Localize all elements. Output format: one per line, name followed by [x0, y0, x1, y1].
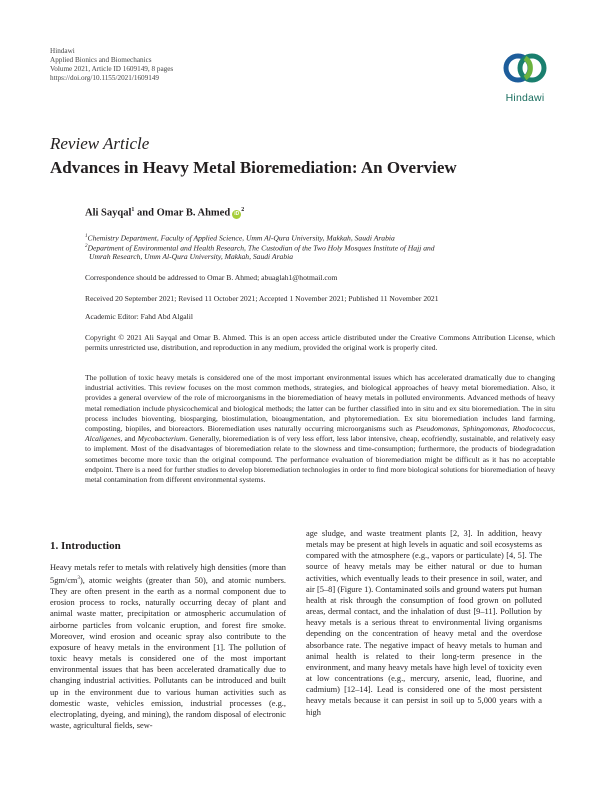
hindawi-logo-word: Hindawi — [505, 92, 545, 104]
correspondence: Correspondence should be addressed to Omar B. Ahmed; abuaglah1@hotmail.com — [85, 273, 338, 282]
author-1-affil: 1 — [131, 207, 135, 213]
affiliation-2-text: Department of Environmental and Health Research, The Custodian of the Two Holy Mosques Institute of Hajj and — [87, 243, 435, 253]
article-title: Advances in Heavy Metal Bioremediation: An Overview — [50, 158, 457, 177]
journal-name: Applied Bionics and Biomechanics — [50, 56, 152, 64]
intro-text-1: Heavy metals refer to metals with relatively high densities (more than 5gm/cm — [50, 563, 286, 585]
publication-dates: Received 20 September 2021; Revised 11 October 2021; Accepted 1 November 2021; Published 11 November 2021 — [85, 294, 439, 303]
body-column-left — [50, 562, 286, 731]
abstract-text-1: The pollution of toxic heavy metals is considered one of the most important environmental issues which has accelerated dramatically due to changing industrial activities. This review focuses on the most common methods, strategies, and biological approaches of heavy metal bioremediation. Also, it provides a general overview of the role of microorganisms in the bioremediation of heavy metals in polluted environments. Advanced methods of heavy metal remediation include physicochemical and biological methods; the latter can be further classified into in situ and ex situ bioremediation. The in situ process includes bioventing, biosparging, biostimulation, bioaugmentation, and phytoremediation. Ex situ bioremediation includes land farming, composting, biopiles, and bioreactors. Bioremediation uses naturally occurring microorganisms such as — [85, 373, 555, 434]
volume-line: Volume 2021, Article ID 1609149, 8 pages — [50, 65, 174, 73]
author-connector: and — [134, 207, 157, 219]
section-heading-introduction: 1. Introduction — [50, 540, 121, 552]
abstract-text-2: . Generally, bioremediation is of very less effort, less labor intensive, cheap, ecofriendly, sustainable, and relatively easy to implement. Most of the disadvantages of bioremediation relate to the slowness and time-consumption; furthermore, the products of biodegradation sometimes become more toxic than the original compound. The performance evaluation of bioremediation might be difficult as it has no acceptable endpoint. There is a need for further studies to develop bioremediation technologies in order to find more biological solutions for bioremediation of heavy metal contamination from different environmental systems. — [85, 434, 555, 485]
publisher-name: Hindawi — [50, 47, 75, 55]
body-column-right: age sludge, and waste treatment plants [2, 3]. In addition, heavy metals may be present at high levels in aquatic and soil ecosystems as compared with the atmosphere (e.g., vapors or particulate) [4, 5]. The source of heavy metals may be either natural or due to human activities, which eventually leads to their presence in soil, water, and air [5–8] (Figure 1). Contaminated soils and ground waters put human health at risk through the consumption of food grown on polluted areas, dermal contact, and the inhalation of dust [9–11]. Pollution by heavy metals is a serious threat to environmental living organisms depending on the concentration of heavy metal and the overdose absorbance rate. The negative impact of heavy metals to human and animal health is related to their long-term presence in the environment, and many heavy metals have high level of toxicity even at low concentrations (e.g., mercury, arsenic, lead, fluorine, and cadmium) [12–14]. Lead is considered one of the most persistent heavy metals because it can persist in soil up to 5,000 years with a high — [306, 529, 542, 717]
abstract-organisms: Pseudomonas, Sphingomonas, Rhodococcus, Alcaligenes, — [85, 424, 556, 444]
author-2[interactable]: Omar B. Ahmed — [156, 207, 231, 219]
abstract-and: and — [122, 434, 138, 444]
affiliation-1-text: Chemistry Department, Faculty of Applied Science, Umm Al-Qura University, Makkah, Saudi Arabia — [87, 233, 395, 243]
abstract-organism-last: Mycobacterium — [137, 434, 186, 444]
journal-header — [50, 47, 173, 83]
academic-editor: Academic Editor: Fahd Abd Algalil — [85, 312, 193, 321]
abstract — [85, 373, 555, 485]
intro-sup: 3 — [77, 576, 80, 582]
orcid-icon[interactable]: iD — [234, 210, 240, 217]
copyright-notice: Copyright © 2021 Ali Sayqal and Omar B. Ahmed. This is an open access article distributed under the Creative Commons Attribution License, which permits unrestricted use, distribution, and reproduction in any medium, provided the original work is properly cited. — [85, 333, 555, 352]
article-type: Review Article — [50, 134, 150, 153]
affiliation-2-sup: 2 — [85, 244, 88, 249]
affiliation-1-sup: 1 — [85, 234, 88, 239]
author-1[interactable]: Ali Sayqal — [85, 207, 132, 219]
intro-text-2: ), atomic weights (greater than 50), and atomic numbers. They are often present in the earth as a normal component due to erosion process to rocks, naturally occurring decay of plant and animal waste matter, precipitation or atmospheric accumulation of airborne particles from volcanic eruption, and forest fire smoke. Moreover, wind erosion and oceanic spray also contribute to the exposure of heavy metals in the environment [1]. The pollution of toxic heavy metals is considered one of the most important environmental issues that has been accelerated dramatically due to changing industrial activities. Pollutants can be introduced and built up in the environment due to various human activities such as domestic waste, vehicles emission, industrial processes (e.g., electroplating, dyeing, and mining), the random disposal of electronic waste, agricultural fields, sew- — [50, 575, 286, 730]
author-line — [85, 207, 244, 219]
author-2-affil: 2 — [241, 207, 245, 213]
doi-link[interactable]: https://doi.org/10.1155/2021/1609149 — [50, 74, 160, 82]
affiliation-2-cont — [89, 252, 539, 262]
affiliation-2-text-cont: Umrah Research, Umm Al-Qura University, Makkah, Saudi Arabia — [89, 252, 294, 261]
